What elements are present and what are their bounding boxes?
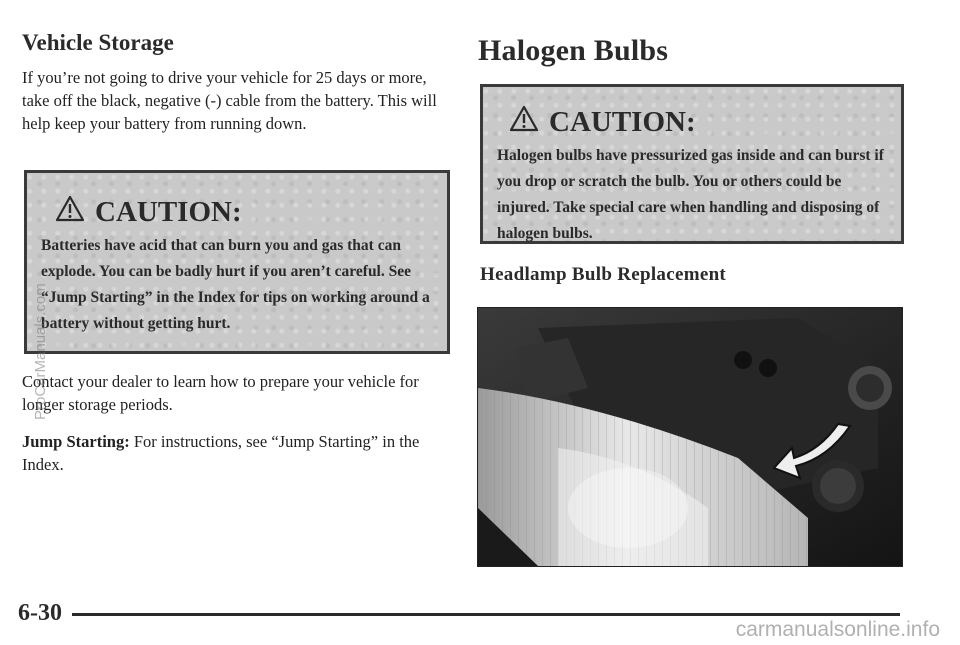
page-number: 6-30: [18, 600, 62, 626]
section-title-halogen-bulbs: Halogen Bulbs: [478, 34, 669, 67]
jump-starting-label: Jump Starting:: [22, 432, 130, 451]
section-title-vehicle-storage: Vehicle Storage: [22, 30, 174, 55]
headlamp-photo-illustration: [478, 308, 902, 566]
caution-heading: CAUTION:: [549, 106, 696, 138]
left-column: [22, 30, 450, 135]
halogen-caution-text: Halogen bulbs have pressurized gas inside and can burst if you drop or scratch the bulb. You or others could be injured. Take special care when handling and disposing of halogen bulbs.: [497, 147, 884, 242]
caution-heading: CAUTION:: [95, 196, 242, 228]
headlamp-photo: [477, 307, 903, 567]
side-watermark: [32, 400, 49, 420]
right-column: [478, 30, 908, 68]
jump-starting-paragraph: [22, 430, 450, 476]
battery-caution-text: Batteries have acid that can burn you and gas that can explode. You can be badly hurt if you aren’t careful. See “Jump Starting” in the Index for tips on working around a battery without getting hurt.: [41, 237, 430, 332]
vehicle-storage-intro: If you’re not going to drive your vehicle for 25 days or more, take off the black, negative (-) cable from the battery. This will help keep your battery from running down.: [22, 68, 437, 133]
warning-triangle-icon: [509, 105, 539, 140]
battery-caution-box: [24, 170, 450, 354]
storage-contact-text: Contact your dealer to learn how to prepare your vehicle for longer storage periods.: [22, 372, 419, 414]
footer-divider: [72, 613, 900, 616]
jump-starting-text: For instructions, see “Jump Starting” in the Index.: [22, 432, 420, 474]
halogen-caution-box: [480, 84, 904, 244]
headlamp-bulb-replacement-title: Headlamp Bulb Replacement: [480, 264, 727, 285]
bottom-watermark: carmanualsonline.info: [735, 618, 940, 641]
warning-triangle-icon: [55, 195, 85, 230]
left-lower-text: [22, 370, 450, 476]
